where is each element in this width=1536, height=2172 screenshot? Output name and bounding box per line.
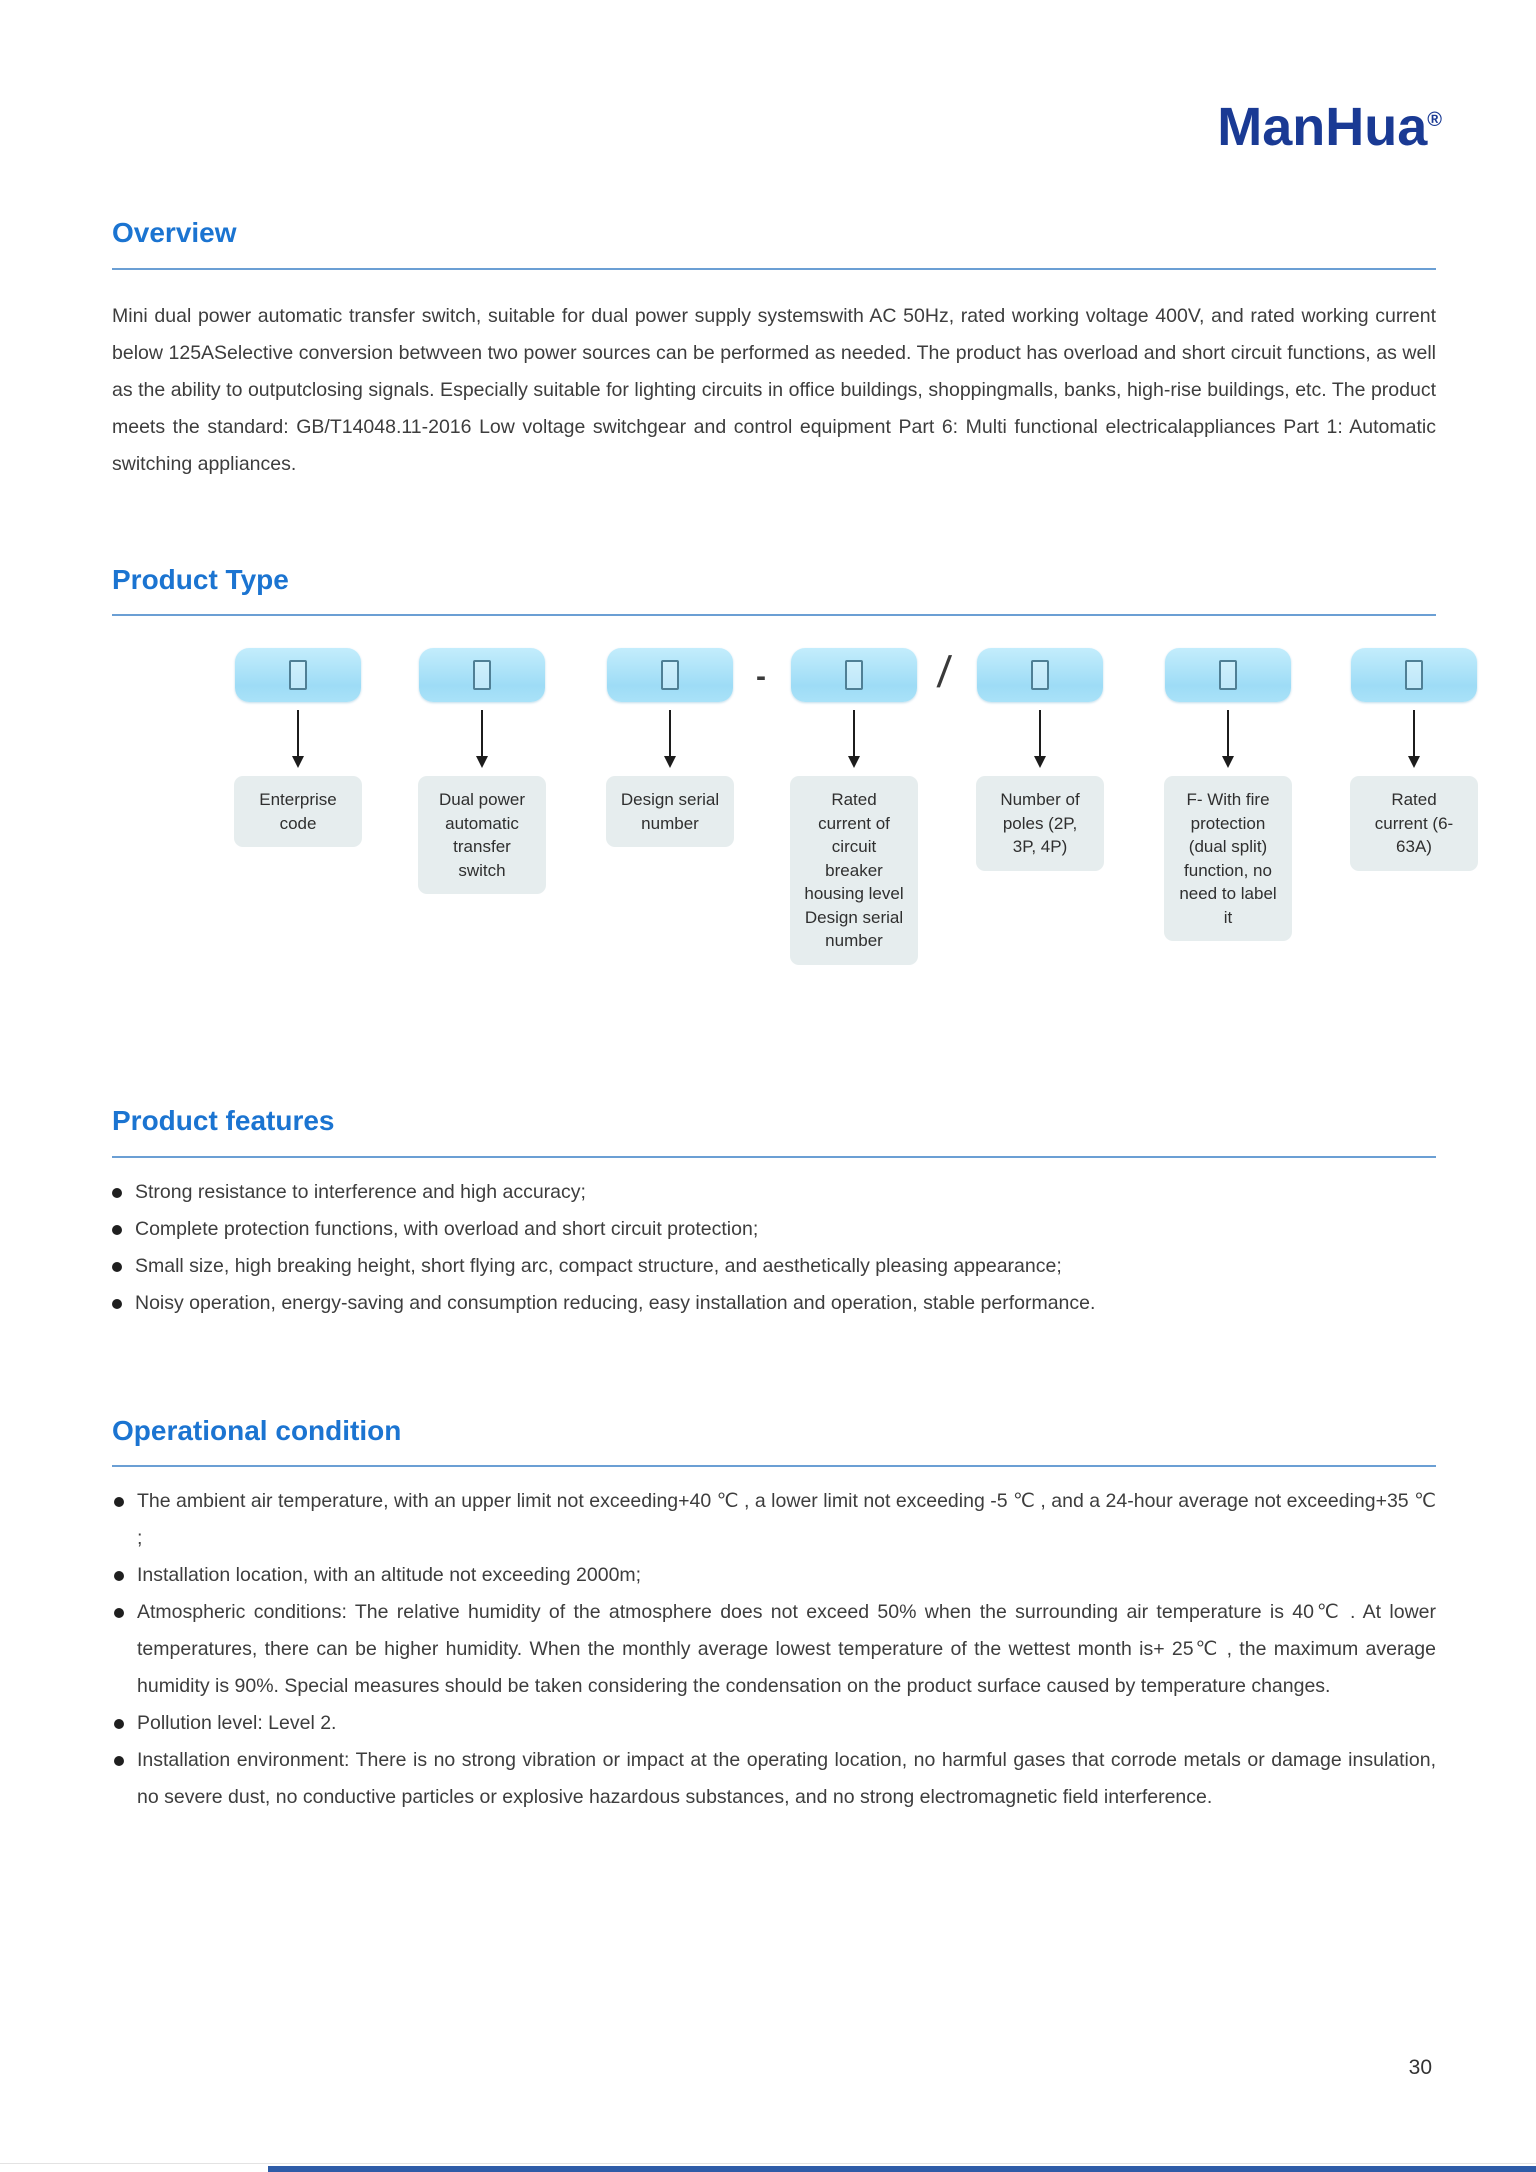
footer-hairline — [0, 2163, 1536, 2164]
bullet-icon — [114, 1571, 124, 1581]
slash-separator: / — [935, 648, 953, 698]
diagram-column — [605, 648, 735, 847]
operational-condition-section — [112, 1414, 1436, 1817]
placeholder-box-icon — [1405, 660, 1423, 690]
segment-label: F- With fire protection (dual split) function, no need to label it — [1164, 776, 1292, 941]
product-features-title: Product features — [112, 1105, 335, 1137]
page-number: 30 — [1408, 2056, 1432, 2079]
diagram-column — [789, 648, 919, 965]
conditions-list — [112, 1483, 1436, 1816]
code-segment-box — [607, 648, 733, 702]
code-segment-box — [235, 648, 361, 702]
down-arrow-icon — [1222, 710, 1234, 768]
product-type-title: Product Type — [112, 563, 289, 595]
code-segment-box — [419, 648, 545, 702]
overview-title: Overview — [112, 217, 237, 248]
bullet-icon — [112, 1299, 122, 1309]
diagram-column — [233, 648, 363, 847]
condition-text: Pollution level: Level 2. — [137, 1712, 337, 1735]
model-code-diagram — [112, 648, 1454, 1040]
bullet-icon — [114, 1756, 124, 1766]
footer-accent-bar — [268, 2166, 1536, 2172]
product-type-section — [112, 563, 1454, 1041]
registered-trademark-icon: ® — [1427, 109, 1442, 131]
manhua-logo — [1217, 97, 1442, 157]
dash-separator: - — [756, 660, 766, 694]
code-segment-box — [977, 648, 1103, 702]
bullet-icon — [114, 1497, 124, 1507]
overview-section — [112, 216, 1436, 483]
feature-text: Strong resistance to interference and high accuracy; — [135, 1180, 586, 1203]
logo-text: ManHua — [1217, 97, 1428, 157]
placeholder-box-icon — [661, 660, 679, 690]
feature-text: Complete protection functions, with overload and short circuit protection; — [135, 1217, 759, 1240]
segment-label: Enterprise code — [234, 776, 362, 847]
segment-label: Rated current of circuit breaker housing level Design serial number — [790, 776, 918, 965]
bullet-icon — [112, 1188, 122, 1198]
segment-label: Design serial number — [606, 776, 734, 847]
placeholder-box-icon — [289, 660, 307, 690]
section-divider — [112, 1156, 1436, 1158]
feature-item — [112, 1174, 1436, 1211]
operational-condition-title: Operational condition — [112, 1414, 402, 1446]
section-divider — [112, 614, 1436, 616]
diagram-column — [1163, 648, 1293, 941]
code-segment-box — [791, 648, 917, 702]
bullet-icon — [112, 1262, 122, 1272]
condition-item — [112, 1483, 1436, 1557]
product-features-section — [112, 1104, 1436, 1322]
condition-text: The ambient air temperature, with an upper limit not exceeding+40 ℃ , a lower limit not exceeding -5 ℃ , and a 24-hour average not exceeding+35 ℃ ; — [137, 1490, 1436, 1550]
code-segment-box — [1351, 648, 1477, 702]
down-arrow-icon — [476, 710, 488, 768]
down-arrow-icon — [1034, 710, 1046, 768]
code-segment-box — [1165, 648, 1291, 702]
condition-item — [112, 1742, 1436, 1816]
condition-item — [112, 1594, 1436, 1705]
down-arrow-icon — [664, 710, 676, 768]
diagram-column — [975, 648, 1105, 871]
diagram-column — [1349, 648, 1479, 871]
overview-paragraph: Mini dual power automatic transfer switch, suitable for dual power supply systemswith AC 50Hz, rated working voltage 400V, and rated working current below 125ASelective conversion betwveen two power sources can be performed as needed. The product has overload and short circuit functions, as well as the ability to outputclosing signals. Especially suitable for lighting circuits in office buildings, shoppingmalls, banks, high-rise buildings, etc. The product meets the standard: GB/T14048.11-2016 Low voltage switchgear and control equipment Part 6: Multi functional electricalappliances Part 1: Automatic switching appliances. — [112, 304, 1436, 475]
section-divider — [112, 1465, 1436, 1467]
diagram-column — [417, 648, 547, 894]
features-list — [112, 1174, 1436, 1322]
section-divider — [112, 268, 1436, 270]
feature-item — [112, 1248, 1436, 1285]
feature-text: Noisy operation, energy-saving and consumption reducing, easy installation and operation, stable performance. — [135, 1291, 1096, 1314]
bullet-icon — [112, 1225, 122, 1235]
page-content — [0, 216, 1536, 1816]
feature-item — [112, 1211, 1436, 1248]
bullet-icon — [114, 1608, 124, 1618]
condition-text: Installation location, with an altitude not exceeding 2000m; — [137, 1564, 642, 1587]
feature-text: Small size, high breaking height, short flying arc, compact structure, and aesthetically pleasing appearance; — [135, 1254, 1062, 1277]
segment-label: Rated current (6-63A) — [1350, 776, 1478, 871]
down-arrow-icon — [848, 710, 860, 768]
condition-text: Installation environment: There is no strong vibration or impact at the operating location, no harmful gases that corrode metals or damage insulation, no severe dust, no conductive particles or explosive hazardous substances, and no strong electromagnetic field interference. — [137, 1749, 1436, 1809]
condition-item — [112, 1557, 1436, 1594]
bullet-icon — [114, 1719, 124, 1729]
down-arrow-icon — [1408, 710, 1420, 768]
segment-label: Number of poles (2P, 3P, 4P) — [976, 776, 1104, 871]
placeholder-box-icon — [473, 660, 491, 690]
condition-item — [112, 1705, 1436, 1742]
placeholder-box-icon — [845, 660, 863, 690]
placeholder-box-icon — [1031, 660, 1049, 690]
condition-text: Atmospheric conditions: The relative humidity of the atmosphere does not exceed 50% when the surrounding air temperature is 40℃ . At lower temperatures, there can be higher humidity. When the monthly average lowest temperature of the wettest month is+ 25℃ , the maximum average humidity is 90%. Special measures should be taken considering the condensation on the product surface caused by temperature changes. — [137, 1601, 1436, 1698]
feature-item — [112, 1285, 1436, 1322]
down-arrow-icon — [292, 710, 304, 768]
segment-label: Dual power automatic transfer switch — [418, 776, 546, 894]
placeholder-box-icon — [1219, 660, 1237, 690]
